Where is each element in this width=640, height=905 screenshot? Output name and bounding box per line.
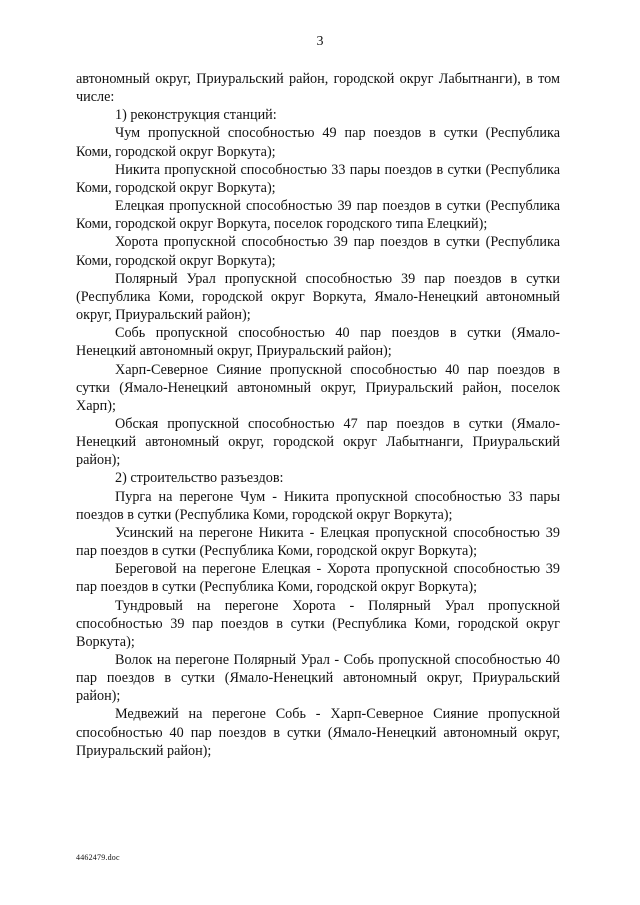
paragraph: Тундровый на перегоне Хорота - Полярный Урал пропускной способностью 39 пар поездов в сутки (Республика Коми, городской округ Воркута); (76, 597, 560, 650)
paragraph: Обская пропускной способностью 47 пар поездов в сутки (Ямало-Ненецкий автономный округ, городской округ Лабытнанги, Приуральский район); (76, 415, 560, 469)
paragraph: Хорота пропускной способностью 39 пар поездов в сутки (Республика Коми, городской округ Воркута); (76, 234, 560, 269)
paragraph: Медвежий на перегоне Собь - Харп-Северное Сияние пропускной способностью 40 пар поездов в сутки (Ямало-Ненецкий автономный округ, Приуральский район); (76, 706, 560, 759)
document-body (76, 70, 560, 760)
paragraph: автономный округ, Приуральский район, городской округ Лабытнанги), в том числе: (76, 71, 560, 106)
document-file-id: 4462479.doc (76, 853, 120, 862)
paragraph: Волок на перегоне Полярный Урал - Собь пропускной способностью 40 пар поездов в сутки (Ямало-Ненецкий автономный округ, Приуральский район); (76, 652, 560, 705)
paragraph: Усинский на перегоне Никита - Елецкая пропускной способностью 39 пар поездов в сутки (Республика Коми, городской округ Воркута); (76, 524, 560, 560)
paragraph: Никита пропускной способностью 33 пары поездов в сутки (Республика Коми, городской округ Воркута); (76, 161, 560, 196)
paragraph: 1) реконструкция станций: (115, 107, 277, 124)
paragraph: 2) строительство разъездов: (115, 470, 284, 487)
paragraph: Чум пропускной способностью 49 пар поездов в сутки (Республика Коми, городской округ Воркута); (76, 125, 560, 160)
paragraph: Полярный Урал пропускной способностью 39 пар поездов в сутки (Республика Коми, городской округ Воркута, Ямало-Ненецкий автономный округ, Приуральский район); (76, 270, 560, 324)
paragraph: Береговой на перегоне Елецкая - Хорота пропускной способностью 39 пар поездов в сутки (Республика Коми, городской округ Воркута); (76, 561, 560, 596)
paragraph: Харп-Северное Сияние пропускной способностью 40 пар поездов в сутки (Ямало-Ненецкий автономный округ, Приуральский район, поселок Харп); (76, 361, 560, 414)
paragraph: Елецкая пропускной способностью 39 пар поездов в сутки (Республика Коми, городской округ Воркута, поселок городского типа Елецкий); (76, 198, 560, 233)
paragraph: Пурга на перегоне Чум - Никита пропускной способностью 33 пары поездов в сутки (Республика Коми, городской округ Воркута); (76, 488, 560, 523)
paragraph: Собь пропускной способностью 40 пар поездов в сутки (Ямало-Ненецкий автономный округ, Приуральский район); (76, 325, 560, 360)
page-number: 3 (316, 34, 324, 49)
